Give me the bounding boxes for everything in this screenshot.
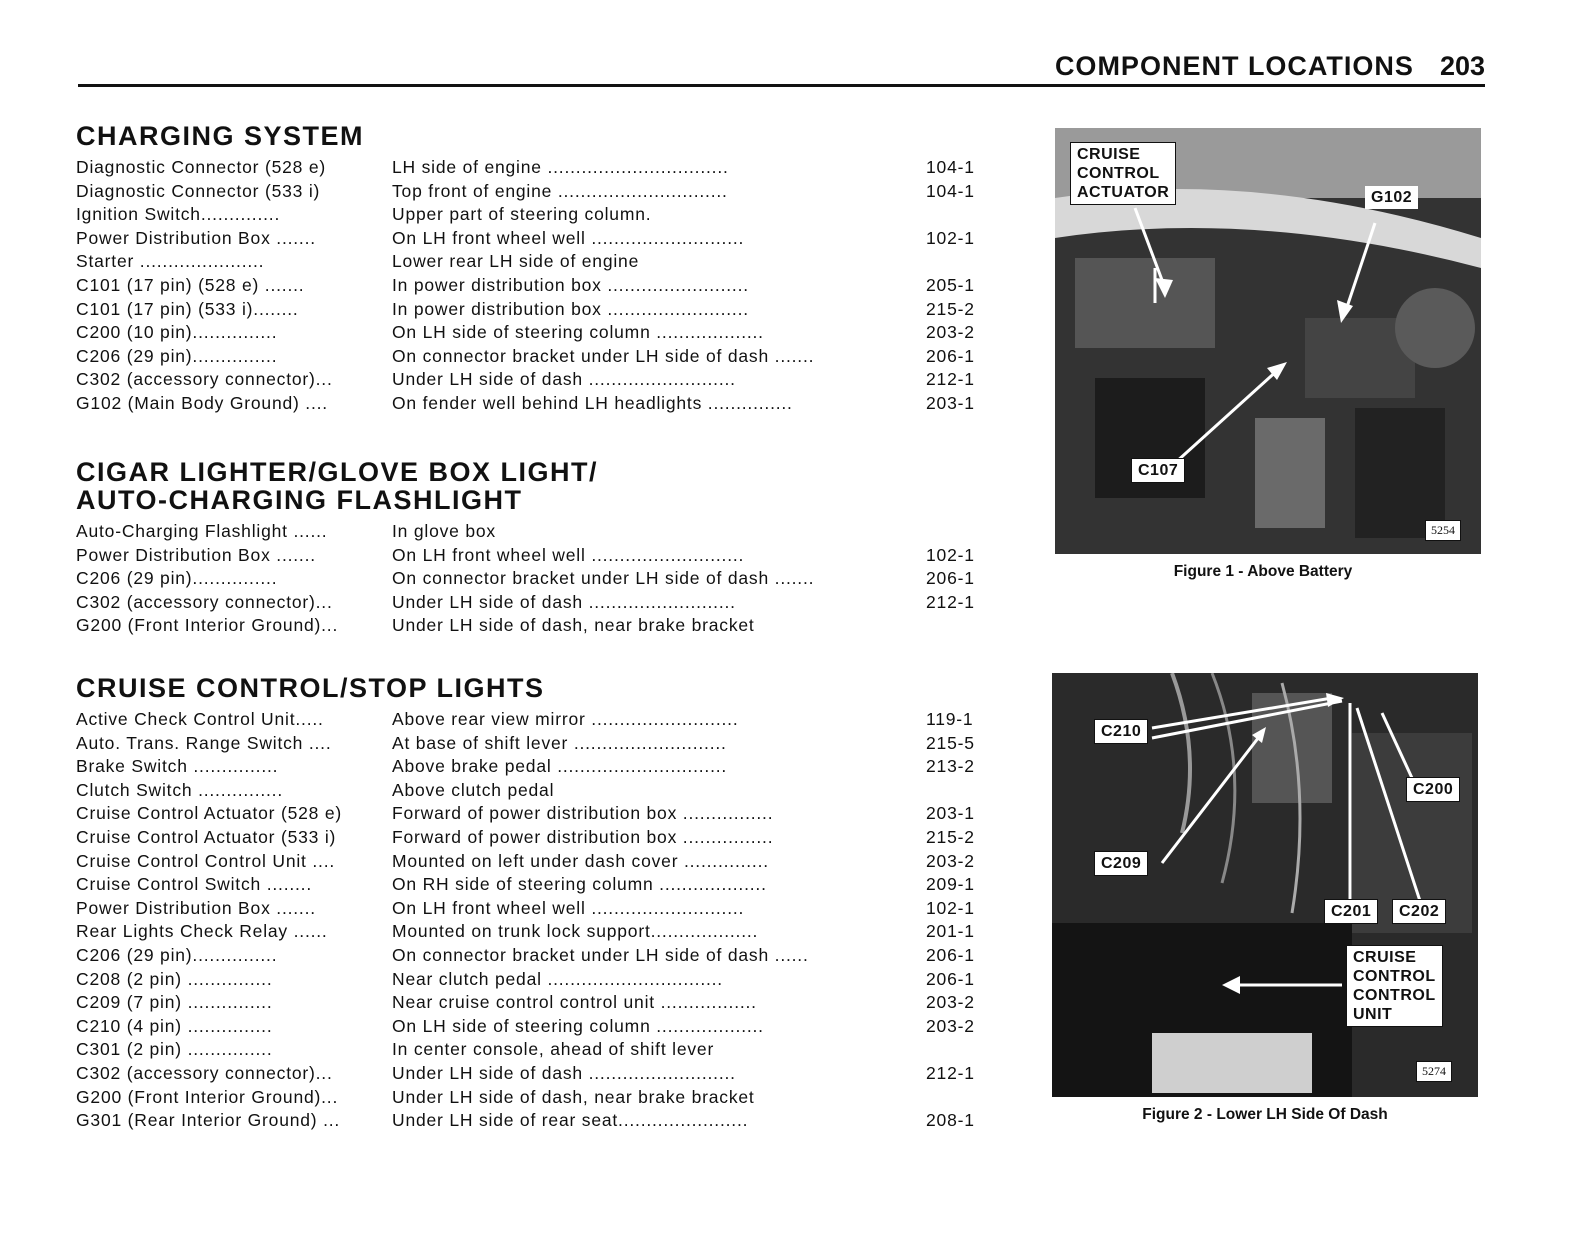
location-description: Mounted on trunk lock support................... xyxy=(392,921,759,942)
figure-reference: 203-2 xyxy=(926,850,975,871)
location-table xyxy=(76,708,1012,1133)
label-g102: G102 xyxy=(1365,186,1418,209)
section-charging-system xyxy=(72,122,1012,416)
location-description: LH side of engine ................................ xyxy=(392,157,729,177)
figure-reference: 215-2 xyxy=(926,298,975,319)
label-line: UNIT xyxy=(1353,1006,1393,1023)
section-title-line2: AUTO-CHARGING FLASHLIGHT xyxy=(76,485,523,515)
location-description: Forward of power distribution box ................ xyxy=(392,826,774,847)
component-name: C301 (2 pin) ............... xyxy=(76,1039,273,1060)
table-row xyxy=(76,920,1012,944)
component-name: Brake Switch ............... xyxy=(76,756,279,777)
table-row xyxy=(76,850,1012,874)
figure-reference: 102-1 xyxy=(926,227,975,248)
location-description: Mounted on left under dash cover ............... xyxy=(392,850,769,871)
figure-reference: 206-1 xyxy=(926,345,975,366)
location-description: Under LH side of dash .......................... xyxy=(392,1062,736,1083)
location-description: Under LH side of dash .......................... xyxy=(392,369,736,390)
component-name: Diagnostic Connector (533 i) xyxy=(76,180,321,201)
label-line: CONTROL xyxy=(1353,987,1436,1004)
location-description: Under LH side of dash, near brake bracket xyxy=(392,1086,755,1107)
location-description: On RH side of steering column ................... xyxy=(392,874,767,895)
component-name: G102 (Main Body Ground) .... xyxy=(76,392,328,413)
component-name: Power Distribution Box ....... xyxy=(76,544,316,565)
table-row xyxy=(76,802,1012,826)
component-name: C206 (29 pin)............... xyxy=(76,568,278,589)
component-name: Cruise Control Actuator (533 i) xyxy=(76,826,337,847)
component-name: G200 (Front Interior Ground)... xyxy=(76,615,339,636)
figure-reference: 212-1 xyxy=(926,591,975,612)
figure-reference: 119-1 xyxy=(926,709,974,729)
figure1-photo xyxy=(1055,128,1481,554)
location-description: Above rear view mirror .......................... xyxy=(392,709,739,729)
component-name: C209 (7 pin) ............... xyxy=(76,992,273,1013)
table-row xyxy=(76,274,1012,298)
photo-id: 5254 xyxy=(1425,520,1461,541)
component-name: C302 (accessory connector)... xyxy=(76,591,333,612)
table-row xyxy=(76,567,1012,591)
location-description: On connector bracket under LH side of dash ....... xyxy=(392,345,815,366)
location-description: Forward of power distribution box ................ xyxy=(392,803,774,824)
page-header xyxy=(78,48,1485,87)
location-description: On LH side of steering column ................... xyxy=(392,322,764,343)
location-description: Above clutch pedal xyxy=(392,779,555,800)
figure-reference: 206-1 xyxy=(926,968,975,989)
component-name: C206 (29 pin)............... xyxy=(76,944,278,965)
table-row xyxy=(76,203,1012,227)
component-name: C101 (17 pin) (528 e) ....... xyxy=(76,274,305,295)
page-title: COMPONENT LOCATIONS xyxy=(1054,51,1414,81)
figure-reference: 206-1 xyxy=(926,944,975,965)
figure-reference: 212-1 xyxy=(926,369,975,390)
figure-reference: 102-1 xyxy=(926,544,975,565)
table-row xyxy=(76,826,1012,850)
table-row xyxy=(76,591,1012,615)
figure-reference xyxy=(922,520,996,544)
label-line: ACTUATOR xyxy=(1077,184,1170,201)
label-c209: C209 xyxy=(1094,851,1148,876)
table-row xyxy=(76,1062,1012,1086)
component-name: Power Distribution Box ....... xyxy=(76,897,316,918)
figure-reference: 208-1 xyxy=(926,1110,975,1131)
label-c201: C201 xyxy=(1324,899,1378,924)
figure-reference: 203-1 xyxy=(926,803,975,824)
figure-reference: 215-2 xyxy=(926,826,975,847)
component-name: Cruise Control Switch ........ xyxy=(76,874,313,895)
location-description: On connector bracket under LH side of dash ....... xyxy=(392,568,815,589)
component-name: Diagnostic Connector (528 e) xyxy=(76,157,327,177)
location-description: On connector bracket under LH side of dash ...... xyxy=(392,944,809,965)
section-title-line1: CIGAR LIGHTER/GLOVE BOX LIGHT/ xyxy=(76,457,599,487)
table-row xyxy=(76,732,1012,756)
component-name: Cruise Control Control Unit .... xyxy=(76,850,336,871)
table-row xyxy=(76,968,1012,992)
figure-reference: 104-1 xyxy=(926,157,975,177)
table-row xyxy=(76,1109,1012,1133)
table-row xyxy=(76,392,1012,416)
figure-reference xyxy=(922,250,996,274)
figure-reference: 215-5 xyxy=(926,732,975,753)
figure2-caption: Figure 2 - Lower LH Side Of Dash xyxy=(1142,1106,1388,1123)
table-row xyxy=(76,1038,1012,1062)
figure1-caption: Figure 1 - Above Battery xyxy=(1173,563,1353,580)
location-description: Upper part of steering column. xyxy=(392,204,652,225)
location-description: On LH front wheel well ........................... xyxy=(392,544,745,565)
figure-reference: 213-2 xyxy=(926,756,975,777)
figure-reference: 205-1 xyxy=(926,274,975,295)
figure-reference xyxy=(922,203,996,227)
section-cruise-control xyxy=(72,674,1012,1133)
page-number: 203 xyxy=(1439,51,1485,81)
component-name: Active Check Control Unit..... xyxy=(76,709,324,729)
label-c107: C107 xyxy=(1131,458,1185,483)
figure-reference: 201-1 xyxy=(926,921,975,942)
figure-reference: 203-2 xyxy=(926,992,975,1013)
component-name: Power Distribution Box ....... xyxy=(76,227,316,248)
component-name: Rear Lights Check Relay ...... xyxy=(76,921,328,942)
component-name: Auto. Trans. Range Switch .... xyxy=(76,732,332,753)
figure-reference: 212-1 xyxy=(926,1062,975,1083)
location-description: Under LH side of rear seat....................... xyxy=(392,1110,749,1131)
figure-reference: 102-1 xyxy=(926,897,975,918)
table-row xyxy=(76,156,1012,180)
photo-id: 5274 xyxy=(1416,1061,1452,1082)
table-row xyxy=(76,779,1012,803)
location-description: Under LH side of dash .......................... xyxy=(392,591,736,612)
component-name: C210 (4 pin) ............... xyxy=(76,1015,273,1036)
table-row xyxy=(76,227,1012,251)
table-row xyxy=(76,544,1012,568)
table-row xyxy=(76,345,1012,369)
label-line: CRUISE xyxy=(1353,949,1417,966)
label-line: CONTROL xyxy=(1353,968,1436,985)
location-description: On LH front wheel well ........................... xyxy=(392,227,745,248)
location-table xyxy=(76,520,1012,638)
component-name: Auto-Charging Flashlight ...... xyxy=(76,521,328,541)
component-name: C302 (accessory connector)... xyxy=(76,369,333,390)
figure-reference: 203-2 xyxy=(926,322,975,343)
location-description: On LH side of steering column ................... xyxy=(392,1015,764,1036)
section-title: CHARGING SYSTEM xyxy=(76,121,365,151)
table-row xyxy=(76,250,1012,274)
location-description: On LH front wheel well ........................... xyxy=(392,897,745,918)
location-description: Top front of engine .............................. xyxy=(392,180,728,201)
component-name: C206 (29 pin)............... xyxy=(76,345,278,366)
location-description: On fender well behind LH headlights ............... xyxy=(392,392,793,413)
figure-reference: 209-1 xyxy=(926,874,975,895)
figure2-photo xyxy=(1052,673,1478,1097)
figure-reference: 206-1 xyxy=(926,568,975,589)
table-row xyxy=(76,873,1012,897)
location-description: In glove box xyxy=(392,521,496,541)
location-description: At base of shift lever ........................... xyxy=(392,732,727,753)
location-description: Near clutch pedal ............................... xyxy=(392,968,723,989)
figure-reference xyxy=(922,614,996,638)
section-cigar-lighter xyxy=(72,458,1012,638)
figure-reference xyxy=(922,779,996,803)
figure-reference xyxy=(922,1038,996,1062)
section-title: CRUISE CONTROL/STOP LIGHTS xyxy=(76,673,545,703)
label-cruise-control-actuator xyxy=(1070,142,1176,205)
table-row xyxy=(76,180,1012,204)
location-description: In center console, ahead of shift lever xyxy=(392,1039,715,1060)
location-description: Lower rear LH side of engine xyxy=(392,251,640,272)
component-name: C302 (accessory connector)... xyxy=(76,1062,333,1083)
table-row xyxy=(76,1015,1012,1039)
figure-reference: 203-2 xyxy=(926,1015,975,1036)
label-c210: C210 xyxy=(1094,719,1148,744)
location-description: In power distribution box ......................... xyxy=(392,298,749,319)
table-row xyxy=(76,520,1012,544)
component-name: C101 (17 pin) (533 i)........ xyxy=(76,298,299,319)
figure-reference xyxy=(922,1086,996,1110)
table-row xyxy=(76,755,1012,779)
table-row xyxy=(76,1086,1012,1110)
component-name: Ignition Switch.............. xyxy=(76,204,281,225)
figure-reference: 104-1 xyxy=(926,180,975,201)
component-name: C200 (10 pin)............... xyxy=(76,322,278,343)
location-description: Near cruise control control unit ................. xyxy=(392,992,757,1013)
table-row xyxy=(76,991,1012,1015)
table-row xyxy=(76,614,1012,638)
component-name: G301 (Rear Interior Ground) ... xyxy=(76,1110,341,1131)
label-c202: C202 xyxy=(1392,899,1446,924)
component-name: Clutch Switch ............... xyxy=(76,779,284,800)
table-row xyxy=(76,368,1012,392)
label-line: CONTROL xyxy=(1077,165,1160,182)
table-row xyxy=(76,708,1012,732)
location-description: Above brake pedal .............................. xyxy=(392,756,728,777)
label-line: CRUISE xyxy=(1077,146,1141,163)
component-name: G200 (Front Interior Ground)... xyxy=(76,1086,339,1107)
location-description: Under LH side of dash, near brake bracket xyxy=(392,615,755,636)
component-name: Starter ...................... xyxy=(76,251,265,272)
location-description: In power distribution box ......................... xyxy=(392,274,749,295)
component-name: C208 (2 pin) ............... xyxy=(76,968,273,989)
location-table xyxy=(76,156,1012,416)
figure-reference: 203-1 xyxy=(926,392,975,413)
table-row xyxy=(76,897,1012,921)
table-row xyxy=(76,944,1012,968)
component-name: Cruise Control Actuator (528 e) xyxy=(76,803,343,824)
table-row xyxy=(76,298,1012,322)
label-cruise-control-control-unit xyxy=(1346,945,1443,1027)
table-row xyxy=(76,321,1012,345)
label-c200: C200 xyxy=(1406,777,1460,802)
